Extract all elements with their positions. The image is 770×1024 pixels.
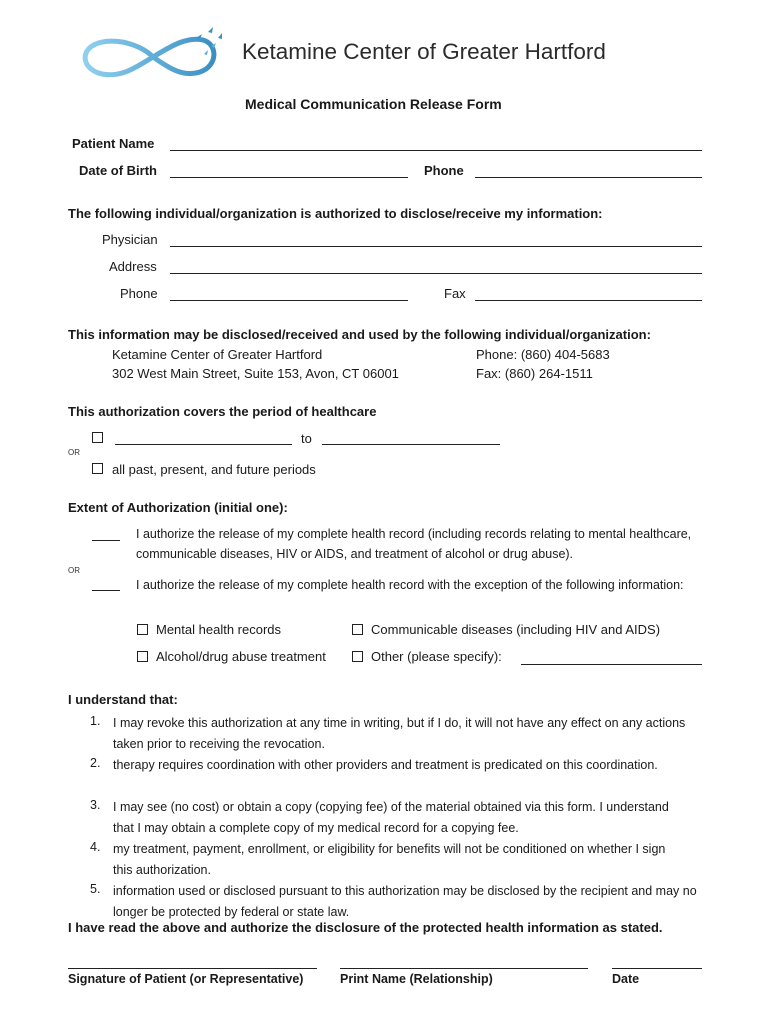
extent-option1-text: I authorize the release of my complete health record (including records relating to mental healthcare, communicable diseases, HIV or AIDS, and treatment of alcohol or drug abuse).	[136, 527, 692, 561]
alcohol-drug-label: Alcohol/drug abuse treatment	[156, 649, 326, 664]
period-heading: This authorization covers the period of healthcare	[68, 404, 377, 419]
recipient-address: 302 West Main Street, Suite 153, Avon, CT 06001	[112, 366, 399, 381]
fax-label: Fax	[444, 286, 466, 301]
period-to-label: to	[301, 431, 312, 446]
understand-item-3-text: I may see (no cost) or obtain a copy (copying fee) of the material obtained via this form. I understand that I may obtain a complete copy of my medical record for a copying fee.	[113, 800, 669, 835]
patient-phone-field[interactable]	[475, 177, 702, 178]
understand-item-3-num: 3.	[90, 798, 101, 812]
patient-name-field[interactable]	[170, 150, 702, 151]
address-label: Address	[109, 259, 157, 274]
recipient-fax: Fax: (860) 264-1511	[476, 366, 593, 381]
period-start-field[interactable]	[115, 444, 292, 445]
other-checkbox[interactable]	[352, 651, 363, 662]
patient-phone-label: Phone	[424, 163, 464, 178]
fax-field[interactable]	[475, 300, 702, 301]
form-title: Medical Communication Release Form	[245, 96, 502, 112]
period-range-checkbox[interactable]	[92, 432, 103, 443]
understand-item-1-text: I may revoke this authorization at any time in writing, but if I do, it will not have any effect on any actions taken prior to receiving the revocation.	[113, 716, 686, 751]
logo	[78, 24, 228, 84]
understand-item-5-text: information used or disclosed pursuant to this authorization may be disclosed by the recipient and may no longer be protected by federal or state law.	[113, 884, 697, 919]
dob-label: Date of Birth	[79, 163, 157, 178]
extent-option1-initial[interactable]	[92, 540, 120, 541]
patient-name-label: Patient Name	[72, 136, 155, 151]
signature-field[interactable]	[68, 968, 317, 969]
extent-option2-text: I authorize the release of my complete health record with the exception of the following information:	[136, 578, 684, 592]
communicable-checkbox[interactable]	[352, 624, 363, 635]
period-or-label: OR	[68, 448, 80, 457]
date-label: Date	[612, 972, 640, 986]
closing-statement: I have read the above and authorize the disclosure of the protected health information as stated.	[68, 920, 663, 935]
other-label: Other (please specify):	[371, 649, 502, 664]
extent-heading: Extent of Authorization (initial one):	[68, 500, 288, 515]
understand-item-5-num: 5.	[90, 882, 101, 896]
print-name-field[interactable]	[340, 968, 588, 969]
signature-label: Signature of Patient (or Representative)	[68, 972, 304, 986]
date-field[interactable]	[612, 968, 702, 969]
understand-item-4-text: my treatment, payment, enrollment, or eligibility for benefits will not be conditioned on whether I sign this authorization.	[113, 842, 666, 877]
period-end-field[interactable]	[322, 444, 500, 445]
other-specify-field[interactable]	[521, 664, 702, 665]
mental-health-label: Mental health records	[156, 622, 282, 637]
all-periods-checkbox[interactable]	[92, 463, 103, 474]
understand-item-1-num: 1.	[90, 714, 101, 728]
recipient-heading: This information may be disclosed/received and used by the following individual/organization:	[68, 327, 651, 342]
physician-field[interactable]	[170, 246, 702, 247]
physician-label: Physician	[102, 232, 158, 247]
all-periods-label: all past, present, and future periods	[112, 462, 316, 477]
mental-health-checkbox[interactable]	[137, 624, 148, 635]
infinity-birds-logo-icon	[78, 24, 228, 84]
recipient-name: Ketamine Center of Greater Hartford	[112, 347, 323, 362]
print-name-label: Print Name (Relationship)	[340, 972, 493, 986]
understand-item-2-text: therapy requires coordination with other providers and treatment is predicated on this coordination.	[113, 758, 658, 772]
extent-option2-initial[interactable]	[92, 590, 120, 591]
dob-field[interactable]	[170, 177, 408, 178]
understand-item-2-num: 2.	[90, 756, 101, 770]
address-field[interactable]	[170, 273, 702, 274]
auth-phone-field[interactable]	[170, 300, 408, 301]
communicable-label: Communicable diseases (including HIV and AIDS)	[371, 622, 661, 637]
authorized-heading: The following individual/organization is authorized to disclose/receive my information:	[68, 206, 603, 221]
extent-or-label: OR	[68, 566, 80, 575]
org-name: Ketamine Center of Greater Hartford	[242, 39, 606, 64]
recipient-phone: Phone: (860) 404-5683	[476, 347, 610, 362]
understand-heading: I understand that:	[68, 692, 178, 707]
alcohol-drug-checkbox[interactable]	[137, 651, 148, 662]
understand-item-4-num: 4.	[90, 840, 101, 854]
auth-phone-label: Phone	[120, 286, 158, 301]
